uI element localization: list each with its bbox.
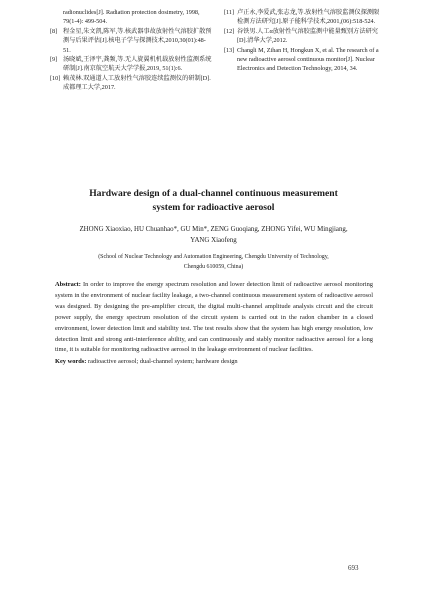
affiliation-line-1: (School of Nuclear Technology and Automation Engineering, Chengdu University of Technology, [98, 254, 329, 260]
references-right-column [224, 8, 382, 74]
reference-item [224, 27, 382, 46]
references-left-column [50, 8, 212, 93]
keywords-text: radioactive aerosol; dual-channel system; hardware design [88, 358, 238, 365]
affiliation [40, 253, 387, 272]
reference-number: [12] [224, 27, 235, 35]
abstract-label: Abstract: [55, 281, 81, 288]
author-list-line-1: ZHONG Xiaoxiao, HU Chuanhao*, GU Min*, ZENG Guoqiang, ZHONG Yifei, WU Mingjiang, [79, 226, 348, 233]
keywords-label: Key words: [55, 358, 87, 365]
reference-item [50, 74, 212, 93]
reference-number: [9] [50, 56, 58, 64]
author-list-line-2: YANG Xiaofeng [190, 237, 237, 244]
paper-title-line-1: Hardware design of a dual-channel continuous measurement [89, 188, 338, 199]
paper-title-line-2: system for radioactive aerosol [152, 202, 275, 213]
reference-text: Changli M, Zihan H, Hongkun X, et al. The research of a new radioactive aerosol continuous monitor[J]. Nuclear Electronics and Detection Technology, 2014, 34. [237, 46, 379, 73]
author-list [40, 224, 387, 246]
reference-item [50, 27, 212, 55]
keywords [55, 357, 373, 367]
paper-title [30, 187, 397, 215]
page-number: 693 [348, 564, 359, 572]
reference-number: [13] [224, 46, 235, 54]
reference-item [50, 8, 212, 27]
reference-number: [8] [50, 27, 58, 35]
reference-text: radionuclides[J]. Radiation protection dosimetry, 1998, 79(1-4): 499-504. [63, 9, 200, 26]
abstract [55, 280, 373, 356]
reference-item [50, 55, 212, 74]
reference-item [224, 8, 382, 27]
abstract-text: In order to improve the energy spectrum resolution and lower detection limit of radioactive aerosol monitoring system in the environment of nuclear facility leakage, a two-channel continuous measurement system of radioactive aerosol was designed. By designing the pre-amplifier circuit, the digital multi-channel amplitude analysis circuit and the circuit power supply, the energy spectrum resolution of the circuit system is carried out in the radon chamber in a closed environment, lower detection limit and stability test. The test results show that the system has high energy resolution, low detection limit and strong anti-interference ability, and can continuously and stably monitor radioactive aerosol for a long time, it is suitable for monitoring radioactive aerosol in the leakage environment of nuclear facilities. [55, 281, 373, 354]
reference-text: 程金星,朱文凯,陈军,等.核武器事故放射性气溶胶扩散预测与后果评估[J].核电子学与探测技术,2010,30(01):48-51. [63, 27, 212, 54]
reference-number: [11] [224, 9, 235, 16]
reference-item [224, 46, 382, 74]
reference-text: 谷铁男.人工α放射性气溶胶监测中能量甄别方法研究[D].清华大学,2012. [237, 27, 378, 45]
reference-text: 赖茂林.双通道人工放射性气溶胶连续监测仪的研制[D].成都理工大学,2017. [63, 74, 211, 92]
reference-text: 汤晓斌,王泽宇,龚频,等.无人旋翼机机载放射性监测系统研制[J].南京航空航天大学学报,2019, 51(1):6. [63, 56, 212, 73]
reference-number: [10] [50, 74, 61, 82]
reference-text: 卢正永,李爱武,张志龙,等.放射性气溶胶监测仪探测限检测方法研究[J].原子能科学技术,2001,(06):518-524. [237, 9, 380, 26]
affiliation-line-2: Chengdu 610059, China) [183, 263, 244, 270]
